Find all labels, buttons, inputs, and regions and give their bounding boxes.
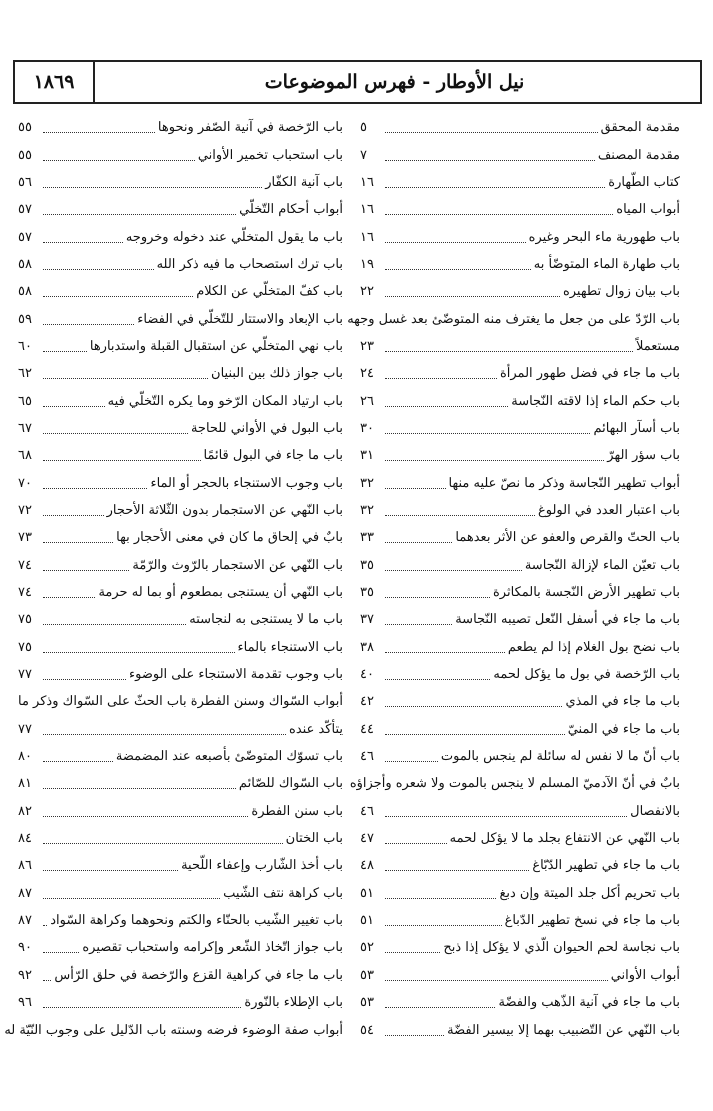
index-entry — [18, 907, 343, 934]
entry-title: باب أخذ الشّارب وإعفاء اللّحية — [181, 858, 343, 874]
entry-page-number: ٢٦ — [360, 393, 374, 409]
entry-title: باب نجاسة لحم الحيوان الّذي لا يؤكل إذا ذبح — [443, 940, 680, 956]
entry-page-number: ٧٣ — [18, 530, 32, 546]
dot-leader — [43, 788, 236, 789]
dot-leader — [43, 324, 134, 325]
dot-leader — [385, 433, 590, 434]
index-entry — [347, 305, 680, 332]
index-entry — [18, 169, 343, 196]
index-entry — [360, 907, 680, 934]
entry-title: كتاب الطّهارة — [608, 174, 680, 190]
dot-leader — [43, 160, 195, 161]
index-entry — [360, 716, 680, 743]
entry-page-number: ٣٠ — [360, 420, 374, 436]
entry-page-number: ٥١ — [360, 885, 374, 901]
entry-page-number: ١٩ — [360, 256, 374, 272]
entry-title: باب وجوب تقدمة الاستنجاء على الوضوء — [129, 667, 343, 683]
entry-title: باب ما جاء في تطهير الدّبّاغ — [532, 858, 680, 874]
index-entry — [360, 333, 680, 360]
dot-leader — [43, 214, 236, 215]
entry-page-number: ٤٨ — [360, 858, 374, 874]
entry-page-number: ٥٧ — [18, 229, 32, 245]
entry-page-number: ٧٥ — [18, 639, 32, 655]
entry-page-number: ٥٥ — [18, 120, 32, 136]
entry-page-number: ٤٦ — [360, 749, 374, 765]
entry-page-number: ٥ — [360, 120, 367, 136]
dot-leader — [385, 761, 438, 762]
entry-page-number: ٨٤ — [18, 831, 32, 847]
dot-leader — [385, 816, 627, 817]
entry-page-number: ١٦ — [360, 229, 374, 245]
entry-page-number: ٣٨ — [360, 639, 374, 655]
dot-leader — [385, 925, 502, 926]
dot-leader — [43, 542, 113, 543]
entry-title: باب ترك استصحاب ما فيه ذكر الله — [156, 256, 343, 272]
index-entry — [360, 196, 680, 223]
dot-leader — [385, 570, 522, 571]
entry-page-number: ٥٧ — [18, 202, 32, 218]
entry-page-number: ٣٢ — [360, 475, 374, 491]
entry-title: أبواب المياه — [616, 202, 680, 218]
entry-title: باب ما جاء في المنيّ — [567, 721, 680, 737]
entry-page-number: ٦٨ — [18, 448, 32, 464]
entry-title: باب أنّ ما لا نفس له سائلة لم ينجس بالموت — [440, 749, 680, 765]
entry-title: باب ما جاء في نسخ تطهير الدّباغ — [504, 913, 680, 929]
entry-title: باب النّهي عن الاستجمار بالرّوث والرّمّة — [132, 557, 343, 573]
entry-title: باب تحريم أكل جلد الميتة وإن دبغ — [499, 885, 680, 901]
index-entry — [360, 469, 680, 496]
index-entry — [360, 798, 680, 825]
entry-title: باب ما جاء في البول قائمًا — [203, 448, 343, 464]
index-entry — [349, 770, 680, 797]
entry-title: باب اعتبار العدد في الولوغ — [537, 502, 680, 518]
dot-leader — [385, 734, 565, 735]
entry-title: باب أسآر البهائم — [593, 420, 680, 436]
dot-leader — [43, 515, 104, 516]
index-entry — [18, 770, 343, 797]
entry-title: باب الرّخصة في آنية الصّفر ونحوها — [157, 120, 343, 136]
entry-title: باب تعيّن الماء لإزالة النّجاسة — [524, 557, 680, 573]
entry-page-number: ٧٤ — [18, 585, 32, 601]
index-entry — [18, 196, 343, 223]
entry-page-number: ٥٨ — [18, 284, 32, 300]
index-entry — [18, 278, 343, 305]
dot-leader — [385, 542, 452, 543]
entry-title: باب ارتياد المكان الرّخو وما يكره التّخلّي فيه — [107, 393, 343, 409]
index-entry — [18, 415, 343, 442]
dot-leader — [43, 296, 193, 297]
entry-title: باب حكم الماء إذا لاقته النّجاسة — [511, 393, 680, 409]
entry-title: باب نضح بول الغلام إذا لم يطعم — [507, 639, 680, 655]
index-entry — [360, 114, 680, 141]
dot-leader — [43, 843, 283, 844]
index-entry — [360, 661, 680, 688]
entry-page-number: ٧٤ — [18, 557, 32, 573]
index-entry — [360, 524, 680, 551]
index-entry — [18, 552, 343, 579]
entry-title: باب تسوّك المتوضّئ بأصبعه عند المضمضة — [115, 749, 343, 765]
index-entry — [18, 305, 343, 332]
entry-title: باب طهورية ماء البحر وغيره — [528, 229, 680, 245]
dot-leader — [43, 488, 147, 489]
entry-title: باب النّهي عن الاستجمار بدون الثّلاثة الأحجار — [106, 502, 343, 518]
index-entry — [18, 825, 343, 852]
index-entry — [18, 469, 343, 496]
entry-title: بالانفصال — [630, 803, 680, 819]
entry-title: باب تغيير الشّيب بالحنّاء والكتم ونحوهما وكراهة السّواد — [50, 913, 343, 929]
dot-leader — [385, 870, 529, 871]
index-entry — [18, 634, 343, 661]
dot-leader — [43, 187, 262, 188]
index-entry — [18, 141, 343, 168]
index-entry — [18, 223, 343, 250]
entry-title: باب جواز اتّخاذ الشّعر وإكرامه واستحباب تقصيره — [82, 940, 343, 956]
index-entry — [360, 415, 680, 442]
entry-page-number: ٧٧ — [18, 667, 32, 683]
index-entry — [18, 852, 343, 879]
entry-page-number: ٦٧ — [18, 420, 32, 436]
entry-page-number: ٣٧ — [360, 612, 374, 628]
entry-page-number: ٧٥ — [18, 612, 32, 628]
index-entry — [360, 962, 680, 989]
entry-page-number: ٨٧ — [18, 885, 32, 901]
entry-title: باب النّهي أن يستنجى بمطعوم أو بما له حرمة — [98, 585, 343, 601]
entry-title: باب الحتّ والقرص والعفو عن الأثر بعدهما — [455, 530, 680, 546]
index-entry — [18, 497, 343, 524]
dot-leader — [385, 242, 526, 243]
index-entry — [360, 852, 680, 879]
dot-leader — [43, 679, 126, 680]
entry-page-number: ٨٠ — [18, 749, 32, 765]
dot-leader — [385, 1007, 495, 1008]
index-entry — [4, 1016, 343, 1043]
dot-leader — [385, 706, 562, 707]
entry-title: باب تطهير الأرض النّجسة بالمكاثرة — [493, 585, 680, 601]
entry-title: باب ما جاء في فضل طهور المرأة — [499, 366, 680, 382]
entry-title: باب سؤر الهرّ — [607, 448, 680, 464]
entry-title: بابٌ في أنّ الآدميّ المسلم لا ينجس بالموت ولا شعره وأجزاؤه — [349, 776, 680, 792]
page-title: نيل الأوطار - فهرس الموضوعات — [264, 71, 525, 93]
index-entry — [360, 360, 680, 387]
entry-title: باب وجوب الاستنجاء بالحجر أو الماء — [150, 475, 343, 491]
index-entry — [18, 688, 343, 715]
dot-leader — [385, 269, 531, 270]
entry-title: باب الرّدّ على من جعل ما يغترف منه المتوضّئ بعد غسل وجهه — [347, 311, 680, 327]
entry-page-number: ٤٤ — [360, 721, 374, 737]
dot-leader — [43, 1007, 241, 1008]
entry-title: باب ما جاء في كراهية القزع والرّخصة في حلق الرّأس — [54, 967, 343, 983]
index-entry — [360, 989, 680, 1016]
index-entry — [360, 579, 680, 606]
dot-leader — [43, 570, 129, 571]
entry-title: مقدمة المصنف — [597, 147, 680, 163]
entry-page-number: ٧٠ — [18, 475, 32, 491]
entry-page-number: ٥٤ — [360, 1022, 374, 1038]
index-entry — [18, 606, 343, 633]
dot-leader — [43, 460, 201, 461]
entry-page-number: ٤٠ — [360, 667, 374, 683]
entry-title: باب ما يقول المتخلّي عند دخوله وخروجه — [125, 229, 343, 245]
entry-page-number: ٦٢ — [18, 366, 32, 382]
entry-page-number: ٣٥ — [360, 585, 374, 601]
index-entry — [360, 880, 680, 907]
entry-title: باب استحباب تخمير الأواني — [197, 147, 343, 163]
entry-title: أبواب الأواني — [610, 967, 680, 983]
entry-page-number: ٢٢ — [360, 284, 374, 300]
dot-leader — [43, 433, 188, 434]
entry-title: باب الرّخصة في بول ما يؤكل لحمه — [493, 667, 680, 683]
dot-leader — [43, 624, 186, 625]
index-entry — [360, 169, 680, 196]
index-entry — [18, 962, 343, 989]
dot-leader — [43, 952, 79, 953]
dot-leader — [43, 898, 220, 899]
entry-page-number: ١٦ — [360, 202, 374, 218]
index-column-left — [4, 114, 343, 1044]
dot-leader — [385, 515, 535, 516]
dot-leader — [385, 214, 613, 215]
entry-page-number: ٢٣ — [360, 338, 374, 354]
entry-page-number: ٦٥ — [18, 393, 32, 409]
entry-page-number: ٥٣ — [360, 967, 374, 983]
dot-leader — [43, 870, 178, 871]
entry-title: باب الإبعاد والاستتار للتّخلّي في الفضاء — [137, 311, 343, 327]
index-entry — [18, 387, 343, 414]
dot-leader — [385, 952, 440, 953]
entry-page-number: ٨١ — [18, 776, 32, 792]
index-entry — [18, 114, 343, 141]
index-entry — [360, 141, 680, 168]
entry-title: باب ما لا يستنجى به لنجاسته — [189, 612, 343, 628]
dot-leader — [385, 460, 604, 461]
entry-page-number: ٥١ — [360, 913, 374, 929]
entry-page-number: ٣٣ — [360, 530, 374, 546]
entry-title: أبواب تطهير النّجاسة وذكر ما نصّ عليه منها — [448, 475, 680, 491]
dot-leader — [385, 187, 605, 188]
entry-title: يتأكّد عنده — [289, 721, 343, 737]
dot-leader — [43, 406, 105, 407]
index-entry — [18, 661, 343, 688]
index-entry — [18, 934, 343, 961]
entry-title: باب كفّ المتخلّي عن الكلام — [196, 284, 343, 300]
index-column-right — [347, 114, 680, 1044]
dot-leader — [43, 242, 123, 243]
entry-page-number: ٣١ — [360, 448, 374, 464]
entry-page-number: ٥٣ — [360, 995, 374, 1011]
entry-page-number: ٧٢ — [18, 502, 32, 518]
dot-leader — [43, 378, 208, 379]
entry-page-number: ٤٧ — [360, 831, 374, 847]
index-entry — [360, 743, 680, 770]
dot-leader — [43, 816, 248, 817]
index-entry — [360, 1016, 680, 1043]
entry-title: باب السّواك للصّائم — [238, 776, 343, 792]
entry-page-number: ٥٢ — [360, 940, 374, 956]
entry-page-number: ٩٦ — [18, 995, 32, 1011]
dot-leader — [385, 843, 447, 844]
entry-title: باب نهي المتخلّي عن استقبال القبلة واستدبارها — [89, 338, 343, 354]
index-entry — [18, 333, 343, 360]
entry-page-number: ٩٢ — [18, 967, 32, 983]
entry-page-number: ٦٠ — [18, 338, 32, 354]
dot-leader — [385, 1035, 444, 1036]
entry-title: باب البول في الأواني للحاجة — [190, 420, 343, 436]
entry-page-number: ٥٨ — [18, 256, 32, 272]
dot-leader — [43, 132, 155, 133]
entry-page-number: ٢٤ — [360, 366, 374, 382]
dot-leader — [385, 652, 505, 653]
dot-leader — [385, 980, 608, 981]
index-entry — [360, 223, 680, 250]
index-entry — [18, 442, 343, 469]
index-entry — [360, 688, 680, 715]
dot-leader — [385, 378, 497, 379]
index-entry — [360, 825, 680, 852]
entry-page-number: ٥٦ — [18, 174, 32, 190]
index-entry — [360, 934, 680, 961]
entry-title: أبواب أحكام التّخلّي — [239, 202, 343, 218]
dot-leader — [385, 406, 508, 407]
entry-title: باب بيان زوال تطهيره — [562, 284, 680, 300]
entry-page-number: ٥٥ — [18, 147, 32, 163]
entry-title: أبواب صفة الوضوء فرضه وسنته باب الدّليل على وجوب النّيّة له — [4, 1022, 343, 1038]
entry-page-number: ٧٧ — [18, 721, 32, 737]
entry-title: باب ما جاء في أسفل النّعل تصيبه النّجاسة — [455, 612, 680, 628]
index-entry — [18, 743, 343, 770]
entry-title: باب الختان — [285, 831, 343, 847]
entry-title: باب طهارة الماء المتوضّأ به — [533, 256, 680, 272]
index-entry — [18, 360, 343, 387]
dot-leader — [385, 160, 595, 161]
index-entry — [360, 552, 680, 579]
index-entry — [360, 387, 680, 414]
entry-page-number: ٣٥ — [360, 557, 374, 573]
entry-page-number: ٨٦ — [18, 858, 32, 874]
entry-title: باب الإطلاء بالنّورة — [244, 995, 343, 1011]
entry-title: باب كراهة نتف الشّيب — [223, 885, 343, 901]
index-entry — [18, 880, 343, 907]
dot-leader — [43, 351, 87, 352]
entry-page-number: ١٦ — [360, 174, 374, 190]
entry-page-number: ٩٠ — [18, 940, 32, 956]
entry-title: باب الاستنجاء بالماء — [237, 639, 343, 655]
entry-title: أبواب السّواك وسنن الفطرة باب الحثّ على السّواك وذكر ما — [18, 694, 343, 710]
index-entry — [360, 634, 680, 661]
dot-leader — [385, 351, 633, 352]
index-entry — [18, 989, 343, 1016]
dot-leader — [43, 734, 286, 735]
dot-leader — [385, 132, 598, 133]
dot-leader — [43, 980, 51, 981]
dot-leader — [385, 597, 490, 598]
page-header — [13, 60, 702, 104]
dot-leader — [43, 925, 47, 926]
entry-page-number: ٤٢ — [360, 694, 374, 710]
index-entry — [18, 524, 343, 551]
entry-page-number: ٤٦ — [360, 803, 374, 819]
dot-leader — [43, 761, 113, 762]
index-entry — [18, 716, 343, 743]
entry-title: باب ما جاء في آنية الذّهب والفضّة — [498, 995, 680, 1011]
index-entry — [18, 798, 343, 825]
index-entry — [360, 606, 680, 633]
entry-page-number: ٨٢ — [18, 803, 32, 819]
entry-title: باب النّهي عن الانتفاع بجلد ما لا يؤكل لحمه — [449, 831, 680, 847]
dot-leader — [43, 269, 154, 270]
entry-title: باب سنن الفطرة — [251, 803, 343, 819]
dot-leader — [385, 488, 446, 489]
dot-leader — [385, 296, 560, 297]
entry-page-number: ٧ — [360, 147, 367, 163]
entry-title: باب جواز ذلك بين البنيان — [211, 366, 343, 382]
entry-title: باب آنية الكفّار — [265, 174, 343, 190]
index-entry — [360, 278, 680, 305]
entry-page-number: ٨٧ — [18, 913, 32, 929]
dot-leader — [43, 597, 95, 598]
entry-title: مقدمة المحقق — [600, 120, 680, 136]
dot-leader — [385, 898, 496, 899]
index-entry — [18, 579, 343, 606]
page-number: ١٨٦٩ — [15, 62, 95, 102]
index-entry — [360, 442, 680, 469]
entry-title: مستعملاً — [635, 338, 680, 354]
dot-leader — [385, 679, 490, 680]
entry-title: بابٌ في إلحاق ما كان في معنى الأحجار بها — [116, 530, 343, 546]
entry-title: باب ما جاء في المذي — [565, 694, 680, 710]
index-entry — [360, 251, 680, 278]
entry-page-number: ٥٩ — [18, 311, 32, 327]
index-entry — [360, 497, 680, 524]
entry-page-number: ٣٢ — [360, 502, 374, 518]
entry-title: باب النّهي عن التّضبيب بهما إلا بيسير الفضّة — [447, 1022, 680, 1038]
dot-leader — [43, 652, 235, 653]
dot-leader — [385, 624, 452, 625]
index-entry — [18, 251, 343, 278]
